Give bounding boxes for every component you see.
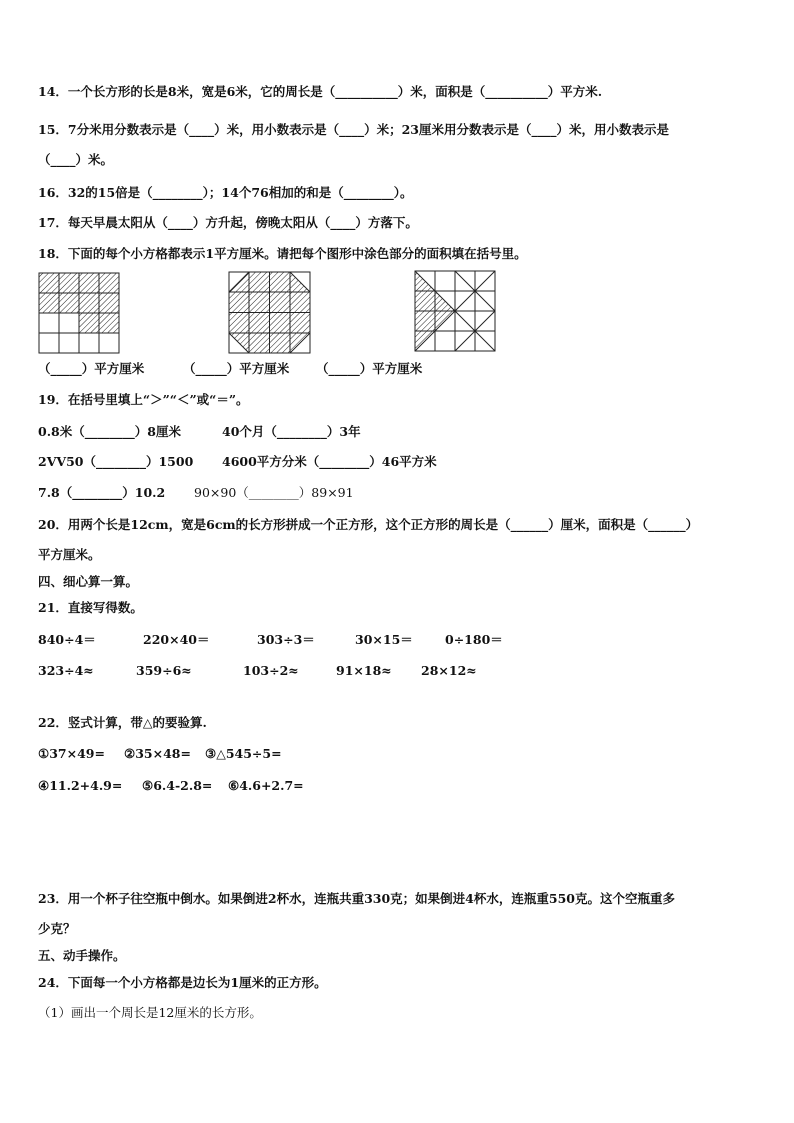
question-18: 18．下面的每个小方格都表示1平方厘米。请把每个图形中涂色部分的面积填在括号里。 — [38, 246, 527, 261]
compare-item: 7.8（________）10.2 — [38, 485, 166, 500]
vertical-calc-item: ②35×48= — [124, 746, 191, 761]
calc-item: 840÷4＝ — [38, 632, 96, 647]
figure-1-answer: （_____）平方厘米 — [38, 361, 145, 376]
compare-item: 2VV50（________）1500 — [38, 454, 194, 469]
question-21: 21．直接写得数。 — [38, 600, 143, 615]
section-4-heading: 四、细心算一算。 — [38, 574, 139, 589]
calc-item: 359÷6≈ — [136, 663, 192, 678]
calc-item: 103÷2≈ — [243, 663, 299, 678]
question-19: 19．在括号里填上“＞”“＜”或“＝”。 — [38, 392, 249, 407]
calc-item: 91×18≈ — [336, 663, 392, 678]
question-14: 14．一个长方形的长是8米，宽是6米，它的周长是（__________）米，面积是（__________）平方米. — [38, 84, 603, 99]
question-23-line1: 23．用一个杯子往空瓶中倒水。如果倒进2杯水，连瓶共重330克；如果倒进4杯水，连瓶重550克。这个空瓶重多 — [38, 891, 675, 906]
figure-2-grid — [228, 271, 312, 355]
calc-item: 28×12≈ — [421, 663, 477, 678]
vertical-calc-item: ③△545÷5= — [205, 746, 282, 761]
compare-item: 4600平方分米（________）46平方米 — [222, 454, 437, 469]
calc-item: 220×40＝ — [143, 632, 210, 647]
calc-item: 30×15＝ — [355, 632, 413, 647]
question-24: 24．下面每一个小方格都是边长为1厘米的正方形。 — [38, 975, 327, 990]
question-15-line2: （____）米。 — [38, 152, 114, 167]
question-24-part-1: （1）画出一个周长是12厘米的长方形。 — [38, 1005, 262, 1020]
vertical-calc-item: ⑥4.6+2.7= — [228, 778, 304, 793]
compare-item: 90×90（________）89×91 — [194, 485, 354, 500]
figure-2-answer: （_____）平方厘米 — [183, 361, 290, 376]
calc-item: 303÷3＝ — [257, 632, 315, 647]
figure-1-grid — [38, 272, 120, 354]
calc-item: 323÷4≈ — [38, 663, 94, 678]
figure-3-answer: （_____）平方厘米 — [316, 361, 423, 376]
vertical-calc-item: ⑤6.4-2.8= — [142, 778, 213, 793]
question-20-line1: 20．用两个长是12cm，宽是6cm的长方形拼成一个正方形，这个正方形的周长是（______）厘米，面积是（______） — [38, 517, 699, 532]
figure-3-grid — [414, 270, 496, 352]
calc-item: 0÷180＝ — [445, 632, 503, 647]
question-23-line2: 少克？ — [38, 921, 76, 936]
question-17: 17．每天早晨太阳从（____）方升起，傍晚太阳从（____）方落下。 — [38, 215, 418, 230]
section-5-heading: 五、动手操作。 — [38, 948, 126, 963]
question-16: 16．32的15倍是（________）；14个76相加的和是（________）。 — [38, 185, 413, 200]
question-15-line1: 15．7分米用分数表示是（____）米，用小数表示是（____）米；23厘米用分数表示是（____）米，用小数表示是 — [38, 122, 669, 137]
compare-item: 0.8米（________）8厘米 — [38, 424, 181, 439]
vertical-calc-item: ①37×49= — [38, 746, 105, 761]
question-20-line2: 平方厘米。 — [38, 547, 101, 562]
compare-item: 40个月（________）3年 — [222, 424, 361, 439]
vertical-calc-item: ④11.2+4.9= — [38, 778, 123, 793]
question-22: 22．竖式计算，带△的要验算. — [38, 715, 207, 730]
